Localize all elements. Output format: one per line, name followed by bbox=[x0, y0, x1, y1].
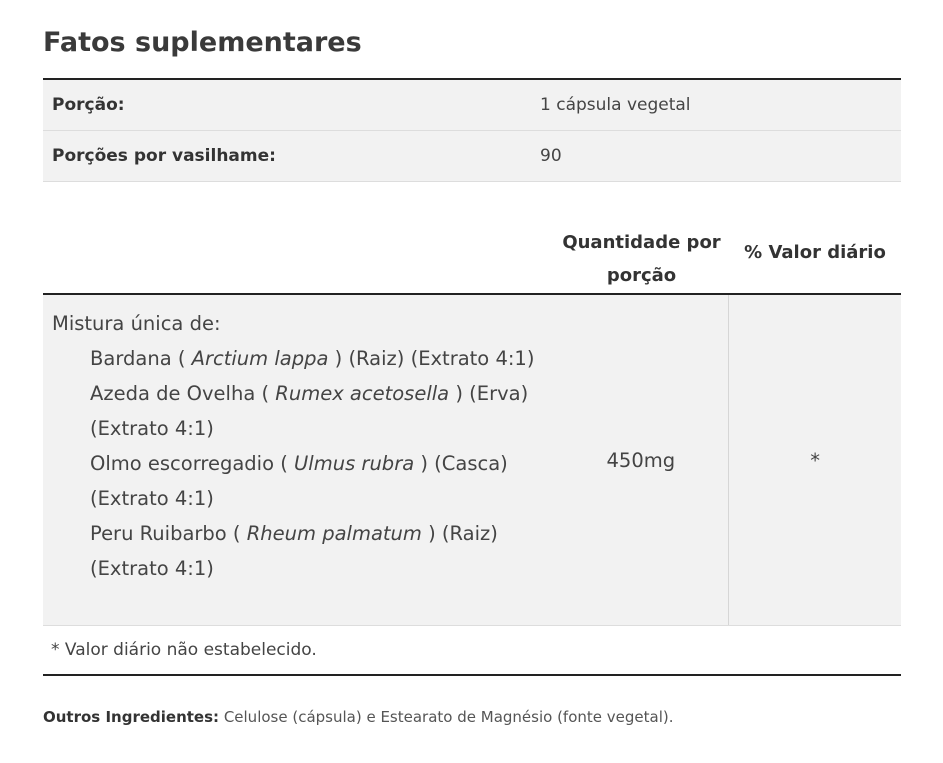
serving-size-value: 1 cápsula vegetal bbox=[540, 95, 691, 115]
amount-per-serving-header: Quantidade por porção bbox=[562, 232, 721, 286]
list-item: Azeda de Ovelha ( Rumex acetosella ) (Erva) (Extrato 4:1) bbox=[90, 382, 529, 440]
column-header-row bbox=[43, 182, 901, 295]
daily-value-header: % Valor diário bbox=[744, 242, 886, 263]
blend-ingredients bbox=[43, 295, 553, 625]
list-item: Peru Ruibarbo ( Rheum palmatum ) (Raiz) (Extrato 4:1) bbox=[90, 522, 498, 580]
serving-size-row bbox=[43, 80, 901, 131]
other-ingredients-label: Outros Ingredientes: bbox=[43, 708, 220, 726]
servings-per-container-row bbox=[43, 131, 901, 182]
serving-size-label: Porção: bbox=[52, 95, 125, 115]
other-ingredients bbox=[43, 708, 673, 726]
list-item: Bardana ( Arctium lappa ) (Raiz) (Extrato 4:1) bbox=[90, 347, 535, 370]
blend-amount: 450mg bbox=[606, 448, 676, 472]
blend-row bbox=[43, 295, 901, 626]
other-ingredients-text: Celulose (cápsula) e Estearato de Magnésio (fonte vegetal). bbox=[223, 708, 674, 726]
daily-value-footnote: * Valor diário não estabelecido. bbox=[43, 626, 901, 676]
blend-daily-value: * bbox=[728, 295, 901, 625]
supplement-facts-table bbox=[43, 78, 901, 676]
blend-title: Mistura única de: bbox=[52, 312, 221, 335]
servings-per-container-value: 90 bbox=[540, 146, 562, 166]
list-item: Olmo escorregadio ( Ulmus rubra ) (Casca) (Extrato 4:1) bbox=[90, 452, 508, 510]
page-title: Fatos suplementares bbox=[43, 27, 362, 58]
servings-per-container-label: Porções por vasilhame: bbox=[52, 146, 276, 166]
